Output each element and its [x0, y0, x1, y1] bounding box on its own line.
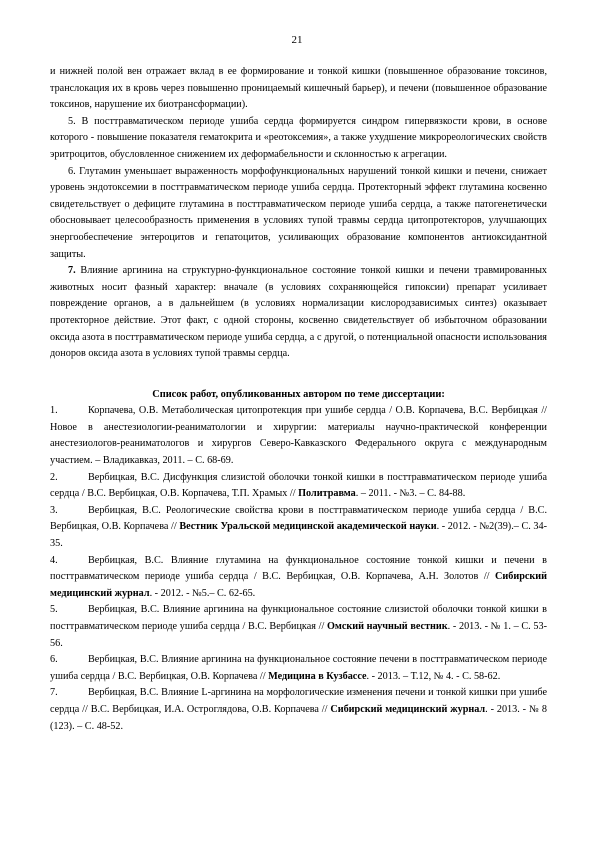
publication-item: [50, 553, 547, 603]
publication-details: . - 2013. – Т.12, № 4. - С. 58-62.: [366, 670, 501, 682]
finding-item: [50, 114, 547, 164]
publication-details: . – 2011. - №3. – С. 84-88.: [355, 488, 466, 500]
publication-item: [50, 503, 547, 553]
publication-number: 5.: [50, 604, 58, 616]
finding-number: 6.: [68, 165, 76, 177]
publication-number: 7.: [50, 687, 58, 699]
publication-journal: Омский научный вестник: [326, 621, 448, 632]
publication-number: 3.: [50, 504, 58, 516]
publication-journal: Сибирский медицинский журнал: [50, 571, 547, 599]
publication-text: Вербицкая, В.С. Влияние L-аргинина на морфологические изменения печени и тонкой кишки при ушибе сердца // В.С. Вербицкая, И.А. Остроглядова, О.В. Корпачева //: [50, 687, 547, 715]
publication-item: [50, 403, 547, 469]
page-number: 21: [291, 34, 303, 46]
publication-details: . - 2012. - №5.– С. 62-65.: [149, 587, 256, 599]
finding-number: 7.: [68, 265, 76, 277]
publication-text: Вербицкая, В.С. Дисфункция слизистой оболочки тонкой кишки в посттравматическом периоде ушиба сердца / В.С. Вербицкая, О.В. Корпачева, Т.П. Храмых //: [50, 471, 547, 500]
finding-item: [50, 263, 547, 363]
publication-item: [50, 652, 547, 685]
publication-journal: Медицина в Кузбассе: [268, 670, 367, 682]
publications-heading: Список работ, опубликованных автором по теме диссертации:: [152, 388, 445, 400]
page-body: [50, 64, 547, 735]
intro-paragraph: и нижней полой вен отражает вклад в ее формирование и тонкой кишки (повышенное образование токсинов, транслокация их в кровь через повышенно проницаемый кишечный барьер), и печени (повышенное образование токсинов, нарушение их биотрансформации).: [50, 66, 547, 111]
publication-text: Вербицкая, В.С. Реологические свойства крови в посттравматическом периоде ушиба сердца / В.С. Вербицкая, О.В. Корпачева //: [50, 504, 547, 533]
publication-journal: Сибирский медицинский журнал: [330, 703, 486, 715]
publication-number: 4.: [50, 554, 58, 566]
publication-number: 6.: [50, 654, 58, 666]
publication-text: Вербицкая, В.С. Влияние аргинина на функциональное состояние печени в посттравматическом периоде ушиба сердца / В.С. Вербицкая, О.В. Корпачева //: [50, 654, 547, 682]
publication-details: . - 2013. - № 1. – С. 53-56.: [50, 621, 547, 649]
publication-number: 1.: [50, 405, 58, 417]
publication-journal: Вестник Уральской медицинской академической науки: [179, 521, 437, 533]
publication-text: Корпачева, О.В. Метаболическая цитопротекция при ушибе сердца / О.В. Корпачева, В.С. Вербицкая // Новое в анестезиологии-реаниматологии и хирургии: материалы научно-практической конференции анестезиологов-реаниматологов и хирургов Северо-Кавказского Федерального округа с международным участием. – Владикавказ, 2011. – С. 68-69.: [50, 405, 547, 467]
finding-text: Глутамин уменьшает выраженность морфофункциональных нарушений тонкой кишки и печени, снижает уровень эндотоксемии в посттравматическом периоде ушиба сердца. Протекторный эффект глутамина косвенно свидетельствует о дефиците глутамина в посттравматическом периоде ушиба сердца, а также патогенетически обосновывает целесообразность применения в условиях тупой травмы сердца цитопротекторов, улучшающих энергообеспечение энтероцитов и гепатоцитов, усиливающих образование компонентов антиоксидантной защиты.: [50, 165, 548, 260]
publication-number: 2.: [50, 471, 58, 483]
publication-journal: Политравма: [298, 488, 356, 500]
section-spacer: [50, 363, 547, 387]
publication-details: . - 2013. - № 8 (123). – С. 48-52.: [50, 703, 547, 732]
finding-number: 5.: [68, 115, 76, 127]
finding-item: [50, 164, 547, 264]
publication-text: Вербицкая, В.С. Влияние аргинина на функциональное состояние слизистой оболочки тонкой кишки в посттравматическом периоде ушиба сердца / В.С. Вербицкая //: [50, 604, 547, 632]
publication-item: [50, 602, 547, 652]
publication-item: [50, 685, 547, 735]
finding-text: В посттравматическом периоде ушиба сердца формируется синдром гипервязкости крови, в основе которого - повышение показателя гематокрита и «реотоксемия», а также ухудшение микрореологических свойств эритроцитов, обусловленное снижением их деформабельности и склонностью к агрегации.: [50, 115, 547, 160]
publication-item: [50, 470, 547, 503]
publication-text: Вербицкая, В.С. Влияние глутамина на функциональное состояние тонкой кишки и печени в посттравматическом периоде ушиба сердца / В.С. Вербицкая, О.В. Корпачева, А.Н. Золотов //: [50, 554, 547, 583]
finding-text: Влияние аргинина на структурно-функциональное состояние тонкой кишки и печени травмированных животных носит фазный характер: вначале (в условиях сохраняющейся гипоксии) препарат усиливает повреждение органов, а в дальнейшем (в условиях нормализации кислородзависимых синтез) оказывает протекторное действие. Этот факт, с одной стороны, косвенно свидетельствует об избыточном образовании оксида азота в посттравматическом периоде ушиба сердца, а с другой, о потенциальной опасности использования доноров оксида азота в условиях тупой травмы сердца.: [50, 265, 548, 360]
publication-details: . - 2012. - №2(39).– С. 34-35.: [50, 521, 547, 550]
